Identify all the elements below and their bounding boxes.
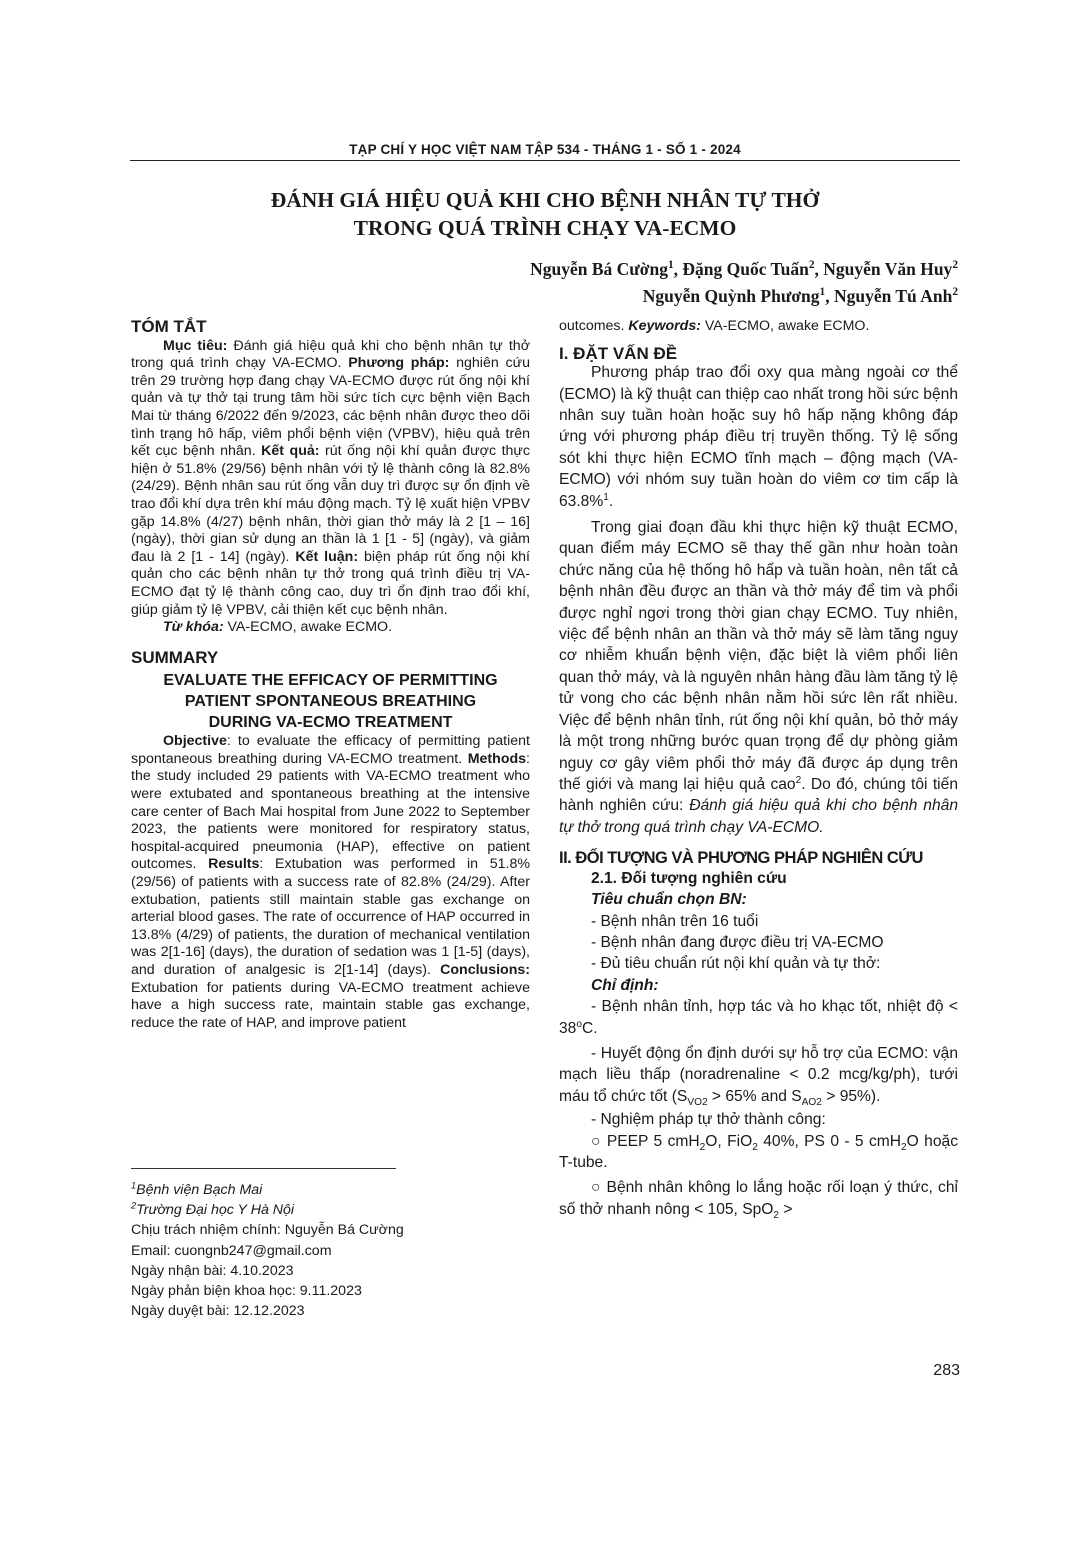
section-1-paragraph-2 bbox=[559, 517, 958, 838]
indication-text: ○ PEEP 5 cmH bbox=[591, 1132, 700, 1150]
section-1-paragraph-1 bbox=[559, 362, 958, 512]
degree-mark: o bbox=[576, 1018, 582, 1030]
header-divider bbox=[130, 160, 960, 161]
keywords-vi-label: Từ khóa: bbox=[163, 619, 224, 636]
indication-text: C. bbox=[582, 1019, 598, 1037]
indication-text: O hoặc T-tube. bbox=[559, 1132, 958, 1171]
indication-text: - Bệnh nhân tỉnh, hợp tác và ho khạc tốt, nhiệt độ < 38 bbox=[559, 998, 958, 1037]
text-methods: : the study included 29 patients with VA-ECMO treatment who were extubated and spontaneous breathing at the intensive care center of Bach Mai hospital from June 2022 to September 2023, the patients were monitored for respiratory status, hospital-acquired pneumonia (HAP), effective on patient outcomes. bbox=[131, 750, 530, 873]
keywords-vi-text: VA-ECMO, awake ECMO. bbox=[223, 619, 393, 636]
text-ket-luan: biện pháp rút ống nội khí quản cho các bệnh nhân tự thở trong quá trình điều trị VA-ECMO đạt tỷ lệ thành công cao, duy trì ổn định trao đổi khí, giúp giảm tỷ lệ VPBV, cải thiện kết cục bệnh nhân. bbox=[131, 548, 530, 618]
keywords-en-label: Keywords: bbox=[628, 318, 701, 334]
affiliation-mark: 2 bbox=[952, 259, 958, 272]
subscript: 2 bbox=[773, 1209, 780, 1221]
indication-text: ○ Bệnh nhân không lo lắng hoặc rối loạn ý thức, chỉ số thở nhanh nông < 105, SpO bbox=[559, 1179, 958, 1218]
label-results: Results bbox=[208, 856, 260, 873]
subscript: VO2 bbox=[687, 1096, 708, 1108]
citation-mark: 2 bbox=[795, 774, 802, 786]
indication-text: O, FiO bbox=[705, 1132, 753, 1150]
affiliation-mark: 2 bbox=[808, 259, 815, 272]
subscript: 2 bbox=[699, 1141, 706, 1153]
section-1-heading: I. ĐẶT VẤN ĐỀ bbox=[559, 343, 678, 363]
author-name: Đặng Quốc Tuấn bbox=[682, 259, 809, 279]
indication-text: - Huyết động ổn định dưới sự hỗ trợ của ECMO: vận mạch liều thấp (noradrenaline < 0.2 mcg/kg/ph), tưới máu tổ chức tốt (S bbox=[559, 1044, 958, 1105]
indication-1 bbox=[559, 996, 958, 1039]
summary-title-line-3: DURING VA-ECMO TREATMENT bbox=[208, 714, 453, 732]
indication-label: Chỉ định: bbox=[591, 976, 659, 994]
author-name: Nguyễn Bá Cường bbox=[530, 259, 668, 279]
text-ket-qua: rút ống nội khí quản được thực hiện ở 51.8% (29/56) bệnh nhân với tỷ lệ thành công là 82.8% (24/29). Bệnh nhân sau rút ống vẫn duy trì được sự ổn định về trao đổi khí dựa trên khí máu động mạch. Tỷ lệ xuất hiện VPBV gặp 14.8% (4/27) bệnh nhân, thời gian thở máy là 2 [1 – 16] (ngày), thời gian sử dụng an thần là 1 [1 - 5] (ngày), và giảm đau là 2 [1 - 14] (ngày). bbox=[131, 443, 531, 565]
label-objective: Objective bbox=[163, 733, 227, 750]
summary-continued-text: outcomes. bbox=[559, 318, 629, 334]
indication-text: > bbox=[779, 1200, 793, 1218]
author-name: Nguyễn Tú Anh bbox=[833, 286, 953, 306]
summary-title-line-2: PATIENT SPONTANEOUS BREATHING bbox=[184, 693, 477, 711]
summary-body bbox=[131, 733, 530, 1032]
indication-3: - Nghiệm pháp tự thở thành công: bbox=[591, 1111, 826, 1129]
footnotes bbox=[131, 1180, 511, 1321]
subsection-title: 2.1. Đối tượng nghiên cứu bbox=[591, 869, 787, 887]
title-line-2: TRONG QUÁ TRÌNH CHẠY VA-ECMO bbox=[353, 216, 737, 240]
author-list bbox=[258, 256, 958, 310]
criterion-1: - Bệnh nhân trên 16 tuổi bbox=[591, 912, 759, 930]
date-approved: Ngày duyệt bài: 12.12.2023 bbox=[131, 1303, 305, 1320]
section-2-heading: II. ĐỐI TƯỢNG VÀ PHƯƠNG PHÁP NGHIÊN CỨU bbox=[559, 849, 923, 868]
footnote-text: Bệnh viện Bạch Mai bbox=[136, 1182, 263, 1198]
indication-text: 40%, PS 0 - 5 cmH bbox=[757, 1132, 902, 1150]
footnote-affiliation-1 bbox=[131, 1180, 511, 1200]
paragraph-text: Trong giai đoạn đầu khi thực hiện kỹ thuật ECMO, quan điểm máy ECMO sẽ thay thế gần như hoàn toàn chức năng của hệ thống hô hấp và tuần hoàn, nên tất cả bệnh nhân đều được an thần và thở máy để tim và phổi được nghỉ ngơi trong thời gian chạy ECMO. Tuy nhiên, việc để bệnh nhân an thần và thở máy sẽ làm tăng nguy cơ nhiễm khuẩn bệnh viện, đặc biệt là viêm phổi liên quan thở máy, và là nguyên nhân hàng đầu làm tăng tỷ lệ tử vong cho các bệnh nhân nằm hồi sức lên rất nhiều. Việc để bệnh nhân tỉnh, rút ống nội khí quản, bỏ thở máy là một trong những bước quan trọng để dự phòng giảm nguy cơ gây viêm phổi thở máy đã được áp dụng trên thế giới và mang lại hiệu quả cao bbox=[559, 519, 958, 793]
abstract-vi-heading: TÓM TẮT bbox=[131, 317, 207, 336]
label-methods: Methods bbox=[467, 750, 527, 767]
page-number: 283 bbox=[933, 1362, 960, 1379]
author-name: Nguyễn Quỳnh Phương bbox=[642, 286, 820, 306]
author-line-2: Nguyễn Quỳnh Phương$^1$, Nguyễn Tú Anh$^2$ bbox=[642, 286, 958, 306]
criteria-heading bbox=[559, 889, 958, 910]
criterion-3: - Đủ tiêu chuẩn rút nội khí quản và tự thở: bbox=[591, 955, 881, 973]
paragraph-text: . Do đó, chúng tôi tiến hành nghiên cứu: bbox=[559, 775, 958, 815]
label-conclusions: Conclusions: bbox=[440, 962, 530, 978]
text-results: : Extubation was performed in 51.8% (29/56) of patients with a success rate of 82.8% (24/29). After extubation, patients still maintain stable gas exchange on arterial blood gases. The rate of occurrence of HAP occurred in 13.8% (4/29) of patients, the duration of mechanical ventilation was 2[1-16] (days), the duration of sedation was 1 [1-5] (days), and duration of analgesic is 2[1-14] (days). bbox=[131, 856, 530, 978]
date-reviewed: Ngày phản biện khoa học: 9.11.2023 bbox=[131, 1283, 362, 1300]
label-ket-qua: Kết quả: bbox=[261, 443, 320, 460]
indication-3a bbox=[559, 1131, 958, 1174]
affiliation-mark: 2 bbox=[952, 286, 958, 299]
right-column bbox=[559, 318, 958, 1220]
author-name: Nguyễn Văn Huy bbox=[823, 259, 953, 279]
left-column bbox=[131, 318, 530, 1032]
indication-2 bbox=[559, 1043, 958, 1107]
section-1-body bbox=[559, 362, 958, 838]
subscript: 2 bbox=[901, 1141, 907, 1153]
indication-text: > 65% and S bbox=[707, 1087, 802, 1105]
article-title bbox=[130, 186, 960, 242]
summary-title-line-1: EVALUATE THE EFFICACY OF PERMITTING bbox=[163, 672, 498, 690]
text-objective: : to evaluate the efficacy of permitting patient spontaneous breathing during VA-ECMO treatment. bbox=[131, 733, 530, 767]
section-2-body bbox=[559, 868, 958, 1221]
paragraph-text: . bbox=[608, 492, 614, 510]
affiliation-mark: 1 bbox=[819, 286, 826, 299]
subsection-2-1-heading bbox=[559, 868, 958, 889]
criterion-2: - Bệnh nhân đang được điều trị VA-ECMO bbox=[591, 933, 884, 951]
keywords-en-text: VA-ECMO, awake ECMO. bbox=[700, 318, 870, 334]
affiliation-mark: 1 bbox=[667, 259, 674, 272]
summary-continuation bbox=[559, 318, 958, 336]
footnote-divider bbox=[131, 1168, 396, 1169]
author-line-1: Nguyễn Bá Cường$^1$, Đặng Quốc Tuấn$^2$, Nguyễn Văn Huy$^2$ bbox=[530, 259, 958, 279]
subscript: AO2 bbox=[801, 1096, 822, 1108]
criteria-label: Tiêu chuẩn chọn BN: bbox=[591, 891, 747, 909]
footnote-mark: 1 bbox=[131, 1180, 137, 1191]
indication-3b bbox=[559, 1177, 958, 1220]
label-muc-tieu: Mục tiêu: bbox=[163, 337, 228, 354]
summary-title bbox=[131, 670, 530, 733]
text-phuong-phap: nghiên cứu trên 29 trường hợp đang chạy VA-ECMO được rút ống nội khí quản và tự thở tại trung tâm hồi sức tích cực bệnh viện Bạch Mai từ tháng 6/2022 đến 9/2023, các bệnh nhân được theo dõi tình trạng hô hấp, viêm phổi bệnh viện (VPBV), hiệu quả trên kết cục bệnh nhân. bbox=[131, 355, 530, 460]
footnote-mark: 2 bbox=[131, 1200, 137, 1211]
text-conclusions: Extubation for patients during VA-ECMO treatment achieve have a high success rate, maintain stable gas exchange, reduce the rate of HAP, and improve patient bbox=[131, 979, 530, 1031]
label-phuong-phap: Phương pháp: bbox=[348, 355, 450, 372]
summary-heading: SUMMARY bbox=[131, 647, 219, 667]
abstract-vi-body bbox=[131, 338, 530, 620]
text-muc-tieu: Đánh giá hiệu quả khi cho bệnh nhân tự thở trong quá trình chạy VA-ECMO. bbox=[131, 337, 530, 372]
indication-heading bbox=[559, 975, 958, 996]
footnote-text: Trường Đại học Y Hà Nội bbox=[136, 1202, 295, 1219]
indication-text: > 95%). bbox=[821, 1087, 881, 1105]
label-ket-luan: Kết luận: bbox=[295, 548, 359, 565]
paragraph-text: Phương pháp trao đổi oxy qua màng ngoài cơ thể (ECMO) là kỹ thuật can thiệp cao nhất trong hồi sức bệnh nhân suy tuần hoàn hoặc suy hô hấp nặng không đáp ứng với phương pháp điều trị truyền thống. Tỷ lệ sống sót khi thực hiện ECMO tĩnh mạch – động mạch (VA-ECMO) với nhóm suy tuần hoàn do viêm cơ tim cấp là 63.8% bbox=[559, 364, 958, 510]
keywords-vi bbox=[131, 619, 530, 637]
date-received: Ngày nhận bài: 4.10.2023 bbox=[131, 1262, 294, 1279]
paragraph-italic-text: Đánh giá hiệu quả khi cho bệnh nhân tự thở trong quá trình chạy VA-ECMO. bbox=[559, 797, 958, 836]
subscript: 2 bbox=[752, 1141, 758, 1153]
corresponding-author: Chịu trách nhiệm chính: Nguyễn Bá Cường bbox=[131, 1222, 404, 1239]
footnote-affiliation-2 bbox=[131, 1200, 511, 1220]
corresponding-email: Email: cuongnb247@gmail.com bbox=[131, 1242, 332, 1259]
journal-header: TẠP CHÍ Y HỌC VIỆT NAM TẬP 534 - THÁNG 1 - SỐ 1 - 2024 bbox=[349, 142, 741, 157]
citation-mark: 1 bbox=[603, 491, 609, 503]
title-line-1: ĐÁNH GIÁ HIỆU QUẢ KHI CHO BỆNH NHÂN TỰ THỞ bbox=[270, 188, 820, 212]
